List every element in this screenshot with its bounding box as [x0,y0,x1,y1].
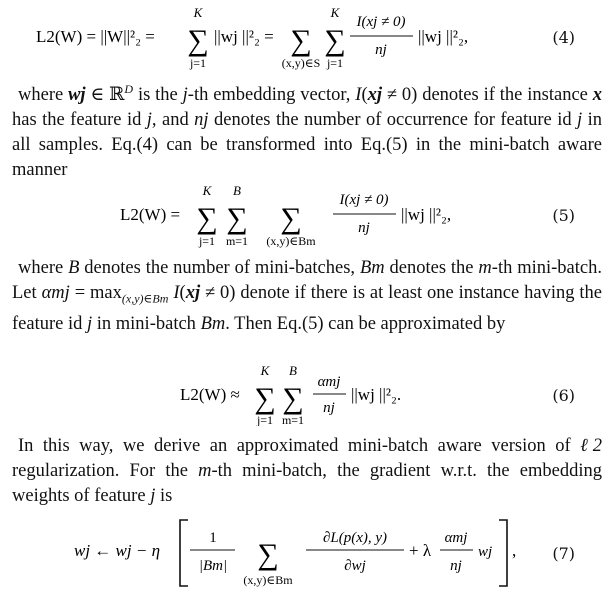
equation-5-formula [0,178,615,250]
inline-math: ℓ2 [580,436,602,456]
eq5-sum2-sigma: ∑ [226,202,248,235]
eq7-frac1-num: 1 [209,530,217,546]
paragraph-run: where [18,85,69,106]
eq5-sum3-lower: (x,y)∈Bm [266,234,316,248]
paragraph-text [12,256,602,337]
paragraph-run: where [18,258,69,278]
paragraph-3 [12,434,602,509]
paragraph-run: ∈ ℝ [85,85,125,106]
inline-math: xj [367,85,383,106]
eq7-frac2-den: ∂wj [344,558,366,574]
eq5-sum1-lower: j=1 [198,234,216,248]
paragraph-run: denotes the number of mini-batches, [79,258,360,278]
eq4-sum3-lower: j=1 [326,56,344,70]
inline-math: Bm [200,313,226,334]
eq5-sum1-sigma: ∑ [196,202,218,235]
equation-4 [0,0,615,72]
eq4-mid: ||wj ||²₂ = [214,27,274,46]
eq7-comma: , [512,541,517,560]
eq4-lhs: L2(W) = ||W||²₂ = [36,27,155,46]
eq6-sum2-lower: m=1 [281,413,305,426]
inline-math: m [198,461,212,481]
eq6-sum1-sigma: ∑ [254,382,276,415]
eq4-sum2-sigma: ∑ [290,24,312,57]
inline-math: I [173,283,180,303]
equation-7-formula [0,514,615,592]
equation-number: (5) [552,206,575,225]
paragraph-run: -th mini-batch, the gradient w.r.t. the embedding weights of feature [12,461,602,506]
paragraph-run: . Then Eq.(5) can be approximated by [225,313,506,334]
inline-math: (x,y)∈Bm [121,291,169,306]
paragraph-run: denotes the number of occurrence for feature id [208,110,578,131]
eq5-lhs: L2(W) = [120,205,181,224]
paragraph-run: -th mini-batch. Let [12,258,602,303]
inline-math: αmj [41,283,70,303]
equation-6 [0,358,615,426]
paragraph-run: is [155,486,173,506]
eq4-sum2-lower: (x,y)∈S [281,56,321,70]
paragraph-run: in mini-batch [92,313,201,334]
equation-5 [0,178,615,250]
paragraph-run: ( [361,85,368,106]
paragraph-run: , and [151,110,195,131]
paragraph-text [12,77,602,183]
inline-math: j [146,110,152,131]
inline-math: I [355,85,362,106]
equation-number: (7) [552,544,575,563]
inline-math: wj [68,85,86,106]
paragraph-run: ( [179,283,186,303]
equation-7 [0,514,615,592]
eq6-sum2-sigma: ∑ [282,382,304,415]
inline-math: D [124,82,134,96]
paragraph-run: has the feature id [12,110,147,131]
paragraph-run: -th embedding vector, [187,85,356,106]
eq6-tail: ||wj ||²₂. [351,385,402,404]
inline-math: nj [194,110,209,131]
inline-math: Bm [359,258,385,278]
eq7-frac3-num: αmj [444,530,468,546]
eq6-frac-den: nj [323,400,335,416]
equation-number: (4) [552,28,575,47]
eq5-sum3-sigma: ∑ [280,202,302,235]
equation-6-formula [0,358,615,426]
eq5-sum2-upper: B [233,183,241,198]
eq7-tail: wj [478,544,493,560]
eq5-sum1-upper: K [202,183,212,198]
eq5-sum2-lower: m=1 [225,234,249,248]
inline-math: j [577,110,583,131]
eq4-sum1-upper: K [193,5,203,20]
paragraph-1 [12,77,602,183]
eq7-sum-lower: (x,y)∈Bm [243,573,293,587]
eq7-left-bracket [180,520,188,586]
inline-math: j [150,486,156,506]
eq7-frac1-den: |Bm| [198,558,228,574]
eq4-frac-num: I(xj ≠ 0) [356,14,406,30]
paragraph-run: ≠ 0) denote if there is at least one instance having the feature id [12,283,602,334]
eq6-frac-num: αmj [317,374,341,390]
paragraph-run: regularization. For the [12,461,199,481]
eq5-tail: ||wj ||²₂, [401,205,452,224]
eq4-sum1-sigma: ∑ [187,24,209,57]
eq7-lhs: wj ← wj − η [74,541,161,560]
equation-4-formula [0,0,615,72]
inline-math: m [478,258,492,278]
eq4-sum3-upper: K [330,5,340,20]
eq4-frac-den: nj [375,42,387,58]
eq7-frac2-num: ∂L(p(x), y) [322,530,388,546]
eq4-tail: ||wj ||²₂, [418,27,469,46]
paragraph-2 [12,256,602,337]
paragraph-run: denotes the [384,258,479,278]
eq7-right-bracket [499,520,507,586]
inline-math: B [68,258,80,278]
eq6-sum1-upper: K [260,363,270,378]
eq4-sum3-sigma: ∑ [324,24,346,57]
inline-math: xj [185,283,201,303]
eq5-frac-num: I(xj ≠ 0) [339,192,389,208]
eq6-lhs: L2(W) ≈ [180,385,240,404]
inline-math: x [592,85,602,106]
paragraph-run: is the [133,85,183,106]
eq7-frac3-den: nj [450,558,462,574]
eq7-sum-sigma: ∑ [257,538,279,571]
eq4-sum1-lower: j=1 [189,56,207,70]
equation-number: (6) [552,386,575,405]
eq5-frac-den: nj [358,220,370,236]
inline-math: j [87,313,93,334]
paragraph-run: in all samples. Eq.(4) can be transformed into Eq.(5) in the mini-batch aware manner [12,110,603,181]
paragraph-text [12,434,602,509]
inline-math: j [182,85,188,106]
paragraph-run: = max [69,283,122,303]
paragraph-run: ≠ 0) denotes if the instance [382,85,593,106]
eq6-sum2-upper: B [289,363,297,378]
eq6-sum1-lower: j=1 [256,413,274,426]
eq7-plus-lambda: + λ [409,541,432,560]
paragraph-run: In this way, we derive an approximated mini-batch aware version of [18,436,581,456]
